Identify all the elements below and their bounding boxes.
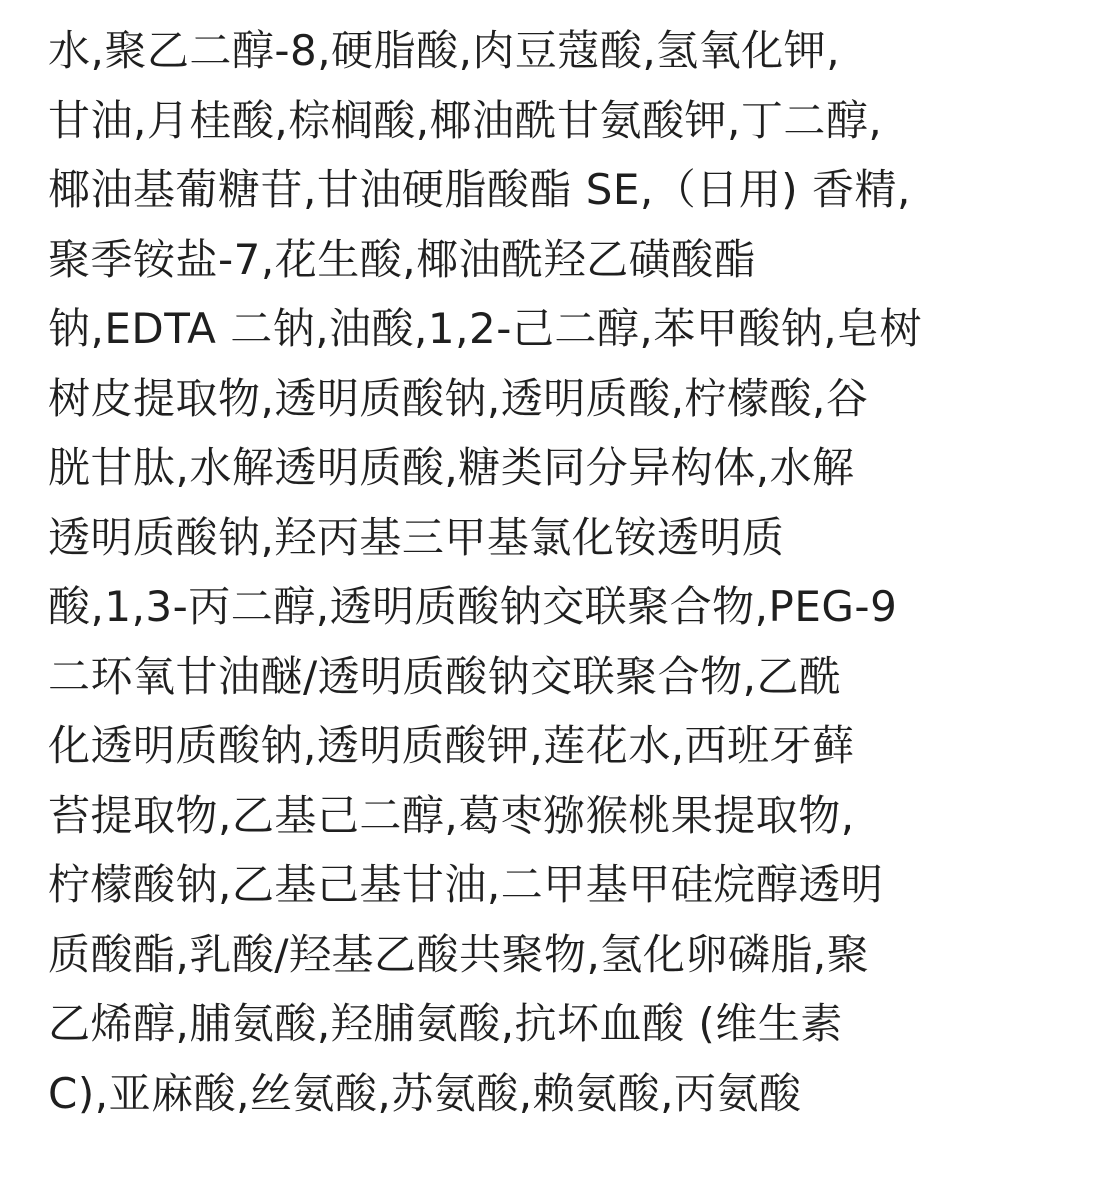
text-line: 透明质酸钠,羟丙基三甲基氯化铵透明质 [48, 512, 785, 562]
text-line: 钠,EDTA 二钠,油酸,1,2-己二醇,苯甲酸钠,皂树 [48, 304, 923, 353]
text-line: 聚季铵盐-7,花生酸,椰油酰羟乙磺酸酯 [48, 234, 757, 284]
text-line: 乙烯醇,脯氨酸,羟脯氨酸,抗坏血酸 (维生素 [48, 999, 843, 1048]
text-line: 二环氧甘油醚/透明质酸钠交联聚合物,乙酰 [48, 651, 842, 701]
text-line: 酸,1,3-丙二醇,透明质酸钠交联聚合物,PEG-9 [48, 582, 898, 631]
text-line: 质酸酯,乳酸/羟基乙酸共聚物,氢化卵磷脂,聚 [48, 929, 870, 979]
text-line: 水,聚乙二醇-8,硬脂酸,肉豆蔻酸,氢氧化钾, [48, 26, 841, 75]
text-line: 甘油,月桂酸,棕榈酸,椰油酰甘氨酸钾,丁二醇, [48, 95, 883, 145]
ingredients-text-block [48, 16, 1098, 1128]
text-line: 树皮提取物,透明质酸钠,透明质酸,柠檬酸,谷 [48, 373, 869, 423]
text-line: 苔提取物,乙基己二醇,葛枣猕猴桃果提取物, [48, 790, 855, 840]
text-line: C),亚麻酸,丝氨酸,苏氨酸,赖氨酸,丙氨酸 [48, 1068, 802, 1118]
text-line: 化透明质酸钠,透明质酸钾,莲花水,西班牙藓 [48, 721, 855, 770]
text-line: 胱甘肽,水解透明质酸,糖类同分异构体,水解 [48, 443, 855, 492]
text-line: 椰油基葡糖苷,甘油硬脂酸酯 SE,（日用) 香精, [48, 165, 911, 214]
text-line: 柠檬酸钠,乙基己基甘油,二甲基甲硅烷醇透明 [48, 860, 884, 909]
